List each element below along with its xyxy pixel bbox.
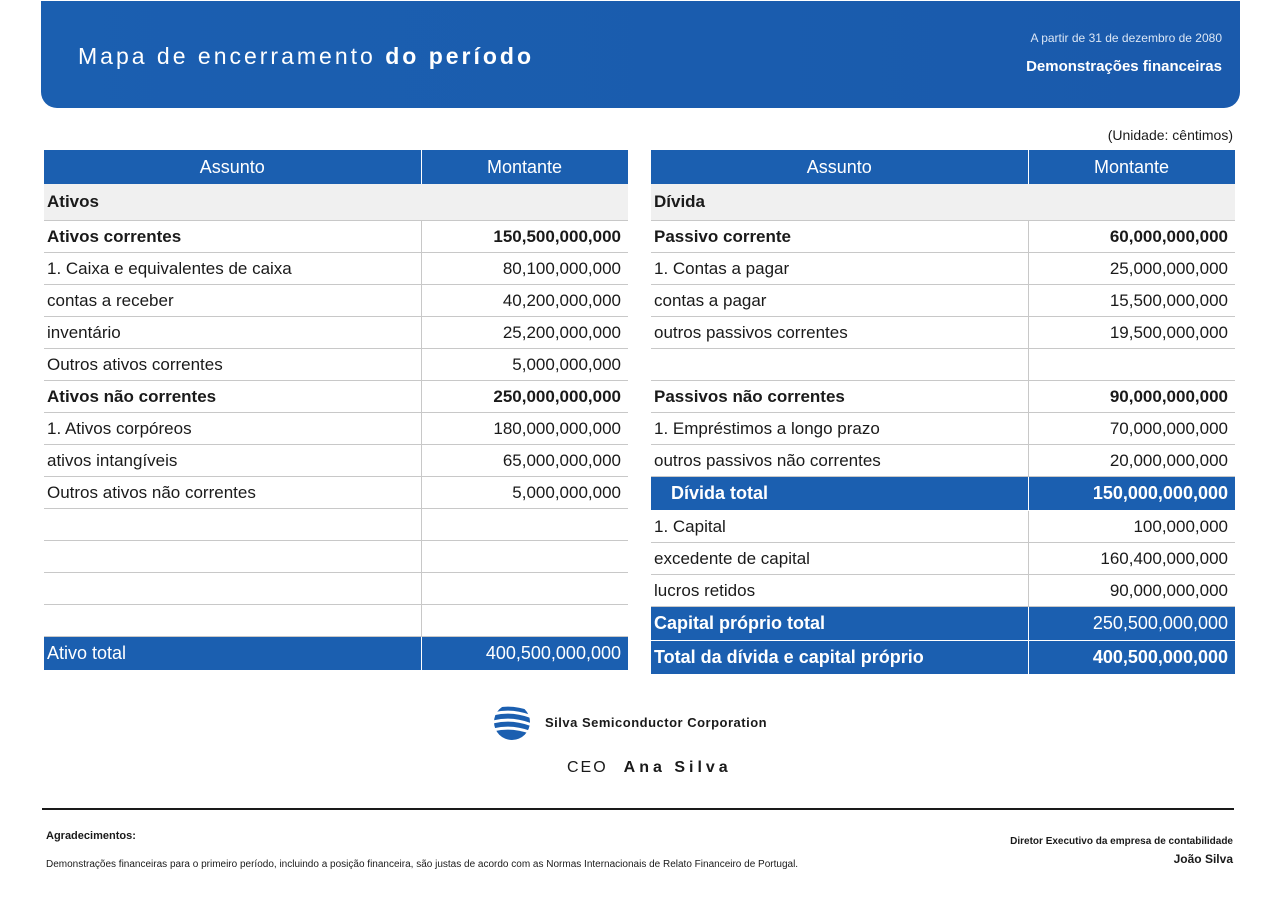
assets-section-row [44, 184, 628, 221]
liabilities-header-row [651, 150, 1235, 184]
acknowledgement-title: Agradecimentos: [46, 830, 136, 842]
company-name: Silva Semiconductor Corporation [545, 714, 768, 730]
asset-row-label: inventário [44, 317, 421, 349]
liability-row-amount: 25,000,000,000 [1028, 253, 1235, 285]
liability-row [651, 317, 1235, 349]
asset-row-label: Ativos correntes [44, 221, 421, 253]
liability-row-label: outros passivos não correntes [651, 445, 1028, 477]
asset-row-label: contas a receber [44, 285, 421, 317]
asset-row [44, 317, 628, 349]
asset-row-amount: 25,200,000,000 [421, 317, 628, 349]
liability-row [651, 445, 1235, 477]
asset-row [44, 413, 628, 445]
asset-row [44, 221, 628, 253]
liability-row-label: 1. Contas a pagar [651, 253, 1028, 285]
asset-row [44, 253, 628, 285]
striped-globe-icon [493, 703, 531, 741]
grand-total-label: Total da dívida e capital próprio [651, 641, 1028, 675]
equity-row [651, 511, 1235, 543]
asset-row-amount [421, 573, 628, 605]
assets-total-amount: 400,500,000,000 [421, 637, 628, 671]
page-title [78, 43, 534, 70]
liabilities-col-subject: Assunto [651, 150, 1028, 184]
equity-row-label: excedente de capital [651, 543, 1028, 575]
asset-row-amount: 65,000,000,000 [421, 445, 628, 477]
debt-total-label: Dívida total [651, 477, 1028, 511]
liability-row-label: Passivo corrente [651, 221, 1028, 253]
statement-date: A partir de 31 de dezembro de 2080 [1030, 31, 1222, 45]
asset-row-amount: 180,000,000,000 [421, 413, 628, 445]
liability-row-label: contas a pagar [651, 285, 1028, 317]
asset-row-amount [421, 509, 628, 541]
liability-row-label: outros passivos correntes [651, 317, 1028, 349]
asset-row-label [44, 573, 421, 605]
equity-total-amount: 250,500,000,000 [1028, 607, 1235, 641]
asset-row-amount: 250,000,000,000 [421, 381, 628, 413]
assets-section-label: Ativos [44, 184, 628, 221]
equity-total-label: Capital próprio total [651, 607, 1028, 641]
asset-row-amount [421, 605, 628, 637]
assets-total-row [44, 637, 628, 671]
assets-col-amount: Montante [421, 150, 628, 184]
asset-row-amount: 80,100,000,000 [421, 253, 628, 285]
asset-row [44, 349, 628, 381]
page-subtitle: Demonstrações financeiras [1026, 58, 1222, 75]
liability-row-amount [1028, 349, 1235, 381]
asset-row-amount [421, 541, 628, 573]
ceo-signature [567, 759, 732, 777]
equity-row-amount: 160,400,000,000 [1028, 543, 1235, 575]
title-light: Mapa de encerramento [78, 43, 386, 69]
liability-row-amount: 60,000,000,000 [1028, 221, 1235, 253]
asset-row-label: 1. Ativos corpóreos [44, 413, 421, 445]
asset-row-amount: 150,500,000,000 [421, 221, 628, 253]
liability-row-amount: 70,000,000,000 [1028, 413, 1235, 445]
asset-row-label: Outros ativos correntes [44, 349, 421, 381]
asset-row [44, 605, 628, 637]
liabilities-col-amount: Montante [1028, 150, 1235, 184]
liabilities-section-label: Dívida [651, 184, 1235, 221]
asset-row-amount: 5,000,000,000 [421, 349, 628, 381]
asset-row [44, 477, 628, 509]
asset-row-label [44, 605, 421, 637]
accountant-role: Diretor Executivo da empresa de contabilidade [1010, 836, 1233, 847]
liability-row-amount: 15,500,000,000 [1028, 285, 1235, 317]
debt-total-row [651, 477, 1235, 511]
liability-row [651, 253, 1235, 285]
equity-row-amount: 100,000,000 [1028, 511, 1235, 543]
liability-row [651, 221, 1235, 253]
grand-total-amount: 400,500,000,000 [1028, 641, 1235, 675]
liability-row-label: 1. Empréstimos a longo prazo [651, 413, 1028, 445]
ceo-name: Ana Silva [623, 759, 732, 776]
asset-row [44, 445, 628, 477]
equity-row [651, 543, 1235, 575]
asset-row-label: Outros ativos não correntes [44, 477, 421, 509]
asset-row-label: ativos intangíveis [44, 445, 421, 477]
asset-row-amount: 40,200,000,000 [421, 285, 628, 317]
asset-row-amount: 5,000,000,000 [421, 477, 628, 509]
liability-row-amount: 20,000,000,000 [1028, 445, 1235, 477]
liabilities-section-row [651, 184, 1235, 221]
ceo-role: CEO [567, 759, 608, 776]
unit-label: (Unidade: cêntimos) [1107, 127, 1233, 143]
asset-row-label [44, 541, 421, 573]
liability-row-label: Passivos não correntes [651, 381, 1028, 413]
liability-row-amount: 90,000,000,000 [1028, 381, 1235, 413]
asset-row [44, 285, 628, 317]
liability-row [651, 285, 1235, 317]
asset-row-label: 1. Caixa e equivalentes de caixa [44, 253, 421, 285]
assets-header-row [44, 150, 628, 184]
liability-row [651, 381, 1235, 413]
equity-total-row [651, 607, 1235, 641]
liability-row [651, 349, 1235, 381]
grand-total-row [651, 641, 1235, 675]
liability-row-label [651, 349, 1028, 381]
asset-row [44, 541, 628, 573]
assets-total-label: Ativo total [44, 637, 421, 671]
equity-row-label: lucros retidos [651, 575, 1028, 607]
equity-row [651, 575, 1235, 607]
footer-divider [42, 808, 1234, 810]
liability-row [651, 413, 1235, 445]
header-banner [41, 1, 1240, 108]
asset-row [44, 381, 628, 413]
liability-row-amount: 19,500,000,000 [1028, 317, 1235, 349]
accountant-name: João Silva [1173, 852, 1233, 866]
equity-row-label: 1. Capital [651, 511, 1028, 543]
acknowledgement-text: Demonstrações financeiras para o primeiro período, incluindo a posição financeira, são justas de acordo com as Normas Internacionais de Relato Financeiro de Portugal. [46, 859, 799, 870]
title-bold: do período [385, 43, 535, 69]
liabilities-table [651, 150, 1236, 675]
asset-row-label: Ativos não correntes [44, 381, 421, 413]
debt-total-amount: 150,000,000,000 [1028, 477, 1235, 511]
company-block [493, 703, 767, 741]
asset-row [44, 573, 628, 605]
assets-col-subject: Assunto [44, 150, 421, 184]
asset-row-label [44, 509, 421, 541]
assets-table [44, 150, 629, 671]
equity-row-amount: 90,000,000,000 [1028, 575, 1235, 607]
asset-row [44, 509, 628, 541]
